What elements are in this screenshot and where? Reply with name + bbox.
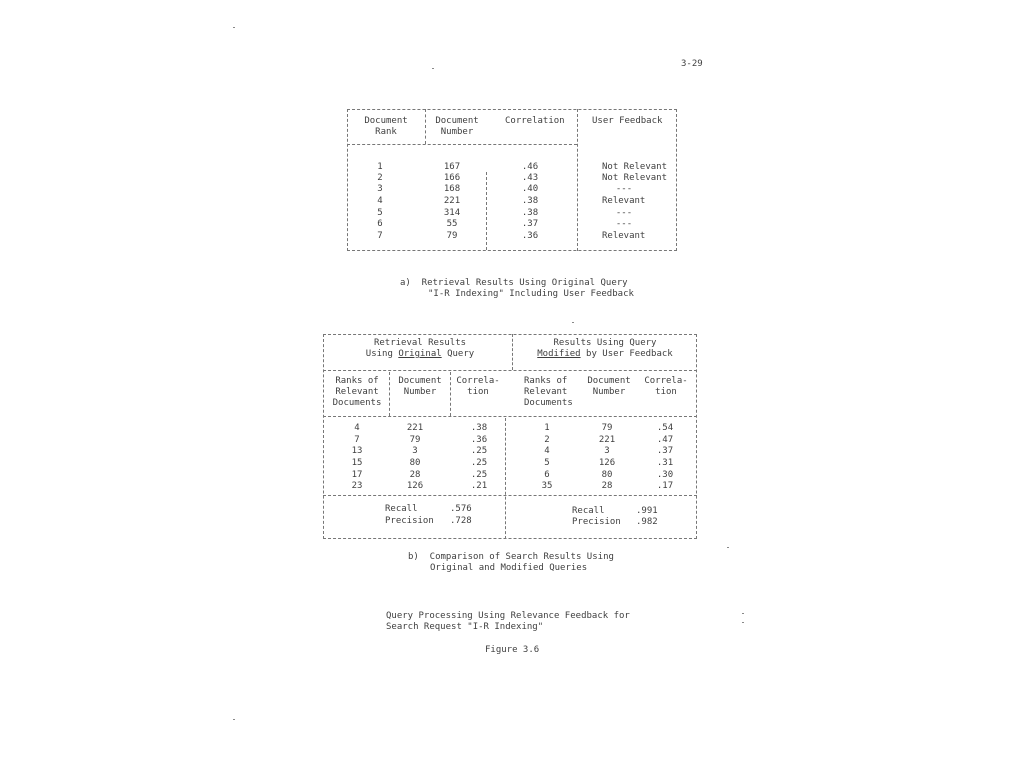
table-b-title-rule bbox=[323, 370, 697, 371]
table-b-left-correlation: .21 bbox=[470, 481, 488, 491]
table-b-left-header-correlation: Correla- tion bbox=[456, 376, 500, 397]
table-b-left-rank: 13 bbox=[351, 446, 363, 456]
table-a-caption: "I-R Indexing" Including User Feedback bbox=[428, 289, 634, 299]
table-a-number: 55 bbox=[446, 219, 458, 229]
table-b-left-header-rank: Ranks of Relevant Documents bbox=[332, 376, 382, 408]
table-a-header-correlation: Correlation bbox=[505, 116, 565, 126]
table-b-left-rank: 23 bbox=[351, 481, 363, 491]
figure-caption: Search Request "I-R Indexing" bbox=[386, 622, 544, 632]
table-a-rank: 6 bbox=[377, 219, 383, 229]
table-b-right-subtitle: Modified by User Feedback bbox=[537, 349, 673, 359]
table-a-number: 314 bbox=[443, 208, 461, 218]
table-b-left-correlation: .25 bbox=[470, 458, 488, 468]
table-b-right-number: 126 bbox=[598, 458, 616, 468]
table-a-rank: 2 bbox=[377, 173, 383, 183]
table-a-rank: 7 bbox=[377, 231, 383, 241]
table-a-caption: a) Retrieval Results Using Original Query bbox=[400, 278, 628, 288]
table-b-right-correlation: .31 bbox=[656, 458, 674, 468]
table-a-feedback: Relevant bbox=[602, 196, 646, 206]
table-a-feedback: --- bbox=[615, 184, 633, 194]
table-b-right-correlation: .30 bbox=[656, 470, 674, 480]
table-a-correlation: .40 bbox=[521, 184, 539, 194]
table-b-right-correlation: .47 bbox=[656, 435, 674, 445]
table-b-left-number: 28 bbox=[409, 470, 421, 480]
scan-speck bbox=[233, 719, 235, 720]
table-a-header-feedback: User Feedback bbox=[592, 116, 663, 126]
table-b-col-divider bbox=[450, 372, 451, 416]
table-b-left-correlation: .38 bbox=[470, 423, 488, 433]
table-b-right-number: 28 bbox=[601, 481, 613, 491]
table-b-right-number: 80 bbox=[601, 470, 613, 480]
table-b-left-number: 126 bbox=[406, 481, 424, 491]
table-a-col-divider bbox=[486, 172, 487, 250]
table-b-right-recall-value: .991 bbox=[636, 506, 658, 516]
table-b-header-rule bbox=[323, 416, 697, 417]
scan-speck bbox=[742, 622, 744, 623]
table-b-left-header-number: Document Number bbox=[398, 376, 442, 397]
table-a-number: 167 bbox=[443, 162, 461, 172]
scan-speck bbox=[572, 322, 574, 323]
table-a-rank: 3 bbox=[377, 184, 383, 194]
page-number: 3-29 bbox=[681, 59, 703, 69]
table-b-right-rank: 1 bbox=[544, 423, 550, 433]
table-b-right-number: 79 bbox=[601, 423, 613, 433]
scan-speck bbox=[432, 68, 434, 69]
table-b-left-rank: 17 bbox=[351, 470, 363, 480]
table-a-feedback: Not Relevant bbox=[602, 173, 668, 183]
table-b-left-recall-value: .576 bbox=[450, 504, 472, 514]
table-a-rank: 1 bbox=[377, 162, 383, 172]
table-b-right-correlation: .37 bbox=[656, 446, 674, 456]
table-b-left-precision-label: Precision bbox=[385, 516, 434, 526]
table-a-number: 166 bbox=[443, 173, 461, 183]
table-a-number: 79 bbox=[446, 231, 458, 241]
table-b-left-rank: 4 bbox=[354, 423, 360, 433]
table-b-left-recall-label: Recall bbox=[385, 504, 418, 514]
table-a-correlation: .37 bbox=[521, 219, 539, 229]
table-b-caption: b) Comparison of Search Results Using bbox=[408, 552, 614, 562]
table-b-right-number: 221 bbox=[598, 435, 616, 445]
table-a-col-divider bbox=[425, 109, 426, 144]
table-b-caption: Original and Modified Queries bbox=[430, 563, 588, 573]
table-a-correlation: .38 bbox=[521, 196, 539, 206]
table-a-feedback: Not Relevant bbox=[602, 162, 668, 172]
table-a-correlation: .46 bbox=[521, 162, 539, 172]
table-b-right-title: Results Using Query bbox=[553, 338, 657, 348]
table-b-right-header-number: Document Number bbox=[587, 376, 631, 397]
table-b-col-divider bbox=[389, 372, 390, 416]
table-b-summary-rule bbox=[323, 495, 697, 496]
scan-speck bbox=[727, 547, 729, 548]
table-b-right-precision-label: Precision bbox=[572, 517, 621, 527]
table-b-left-number: 79 bbox=[409, 435, 421, 445]
table-a-header-rank: Document Rank bbox=[364, 116, 408, 137]
table-b-right-rank: 6 bbox=[544, 470, 550, 480]
table-a-correlation: .36 bbox=[521, 231, 539, 241]
table-b-left-number: 3 bbox=[412, 446, 418, 456]
table-b-right-rank: 2 bbox=[544, 435, 550, 445]
table-b-left-rank: 15 bbox=[351, 458, 363, 468]
table-b-right-rank: 4 bbox=[544, 446, 550, 456]
table-a-header-number: Document Number bbox=[435, 116, 479, 137]
figure-label: Figure 3.6 bbox=[485, 645, 540, 655]
table-a-number: 168 bbox=[443, 184, 461, 194]
table-b-left-number: 221 bbox=[406, 423, 424, 433]
table-a-rank: 4 bbox=[377, 196, 383, 206]
table-b-left-correlation: .25 bbox=[470, 470, 488, 480]
table-b-right-rank: 5 bbox=[544, 458, 550, 468]
table-a-rank: 5 bbox=[377, 208, 383, 218]
table-b-right-number: 3 bbox=[604, 446, 610, 456]
table-a-feedback: --- bbox=[615, 208, 633, 218]
table-b-left-correlation: .25 bbox=[470, 446, 488, 456]
figure-caption: Query Processing Using Relevance Feedback for bbox=[386, 611, 630, 621]
scan-speck bbox=[742, 613, 744, 614]
table-b-left-title: Retrieval Results bbox=[373, 338, 467, 348]
table-b-section-divider bbox=[505, 418, 506, 539]
table-b-right-recall-label: Recall bbox=[572, 506, 605, 516]
table-a-feedback: Relevant bbox=[602, 231, 646, 241]
table-a-header-rule bbox=[347, 144, 577, 145]
table-b-left-rank: 7 bbox=[354, 435, 360, 445]
table-b-left-precision-value: .728 bbox=[450, 516, 472, 526]
table-b-right-precision-value: .982 bbox=[636, 517, 658, 527]
table-b-left-number: 80 bbox=[409, 458, 421, 468]
table-b-right-header-rank: Ranks of Relevant Documents bbox=[524, 376, 573, 408]
scan-speck bbox=[233, 27, 235, 28]
table-b-right-correlation: .54 bbox=[656, 423, 674, 433]
table-b-right-header-correlation: Correla- tion bbox=[644, 376, 688, 397]
table-b-right-rank: 35 bbox=[541, 481, 553, 491]
table-b-left-correlation: .36 bbox=[470, 435, 488, 445]
table-b-left-subtitle: Using Original Query bbox=[365, 349, 475, 359]
table-a-correlation: .43 bbox=[521, 173, 539, 183]
table-b-right-correlation: .17 bbox=[656, 481, 674, 491]
table-a-correlation: .38 bbox=[521, 208, 539, 218]
table-a-feedback: --- bbox=[615, 219, 633, 229]
table-a-col-divider bbox=[577, 109, 578, 251]
table-a-number: 221 bbox=[443, 196, 461, 206]
table-b-section-divider bbox=[512, 334, 513, 370]
